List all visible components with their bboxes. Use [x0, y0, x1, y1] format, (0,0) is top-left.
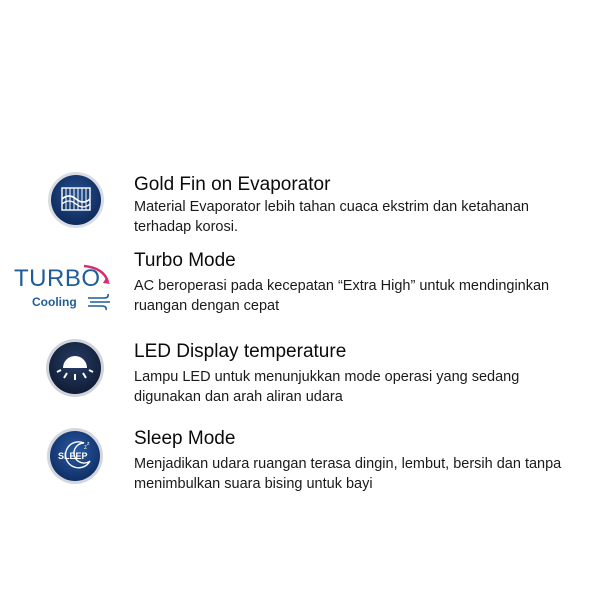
feature-gold-fin — [0, 168, 600, 238]
feature-description: Lampu LED untuk menunjukkan mode operasi yang sedang digunakan dan arah aliran udara — [134, 369, 520, 405]
sleep-icon-label: SLEEP — [58, 451, 88, 461]
svg-text:z: z — [84, 445, 87, 451]
feature-sleep-mode — [0, 422, 600, 502]
svg-text:z: z — [87, 441, 90, 447]
feature-led-display — [0, 334, 600, 414]
gold-fin-evaporator-icon — [47, 171, 105, 229]
feature-description: Menjadikan udara ruangan terasa dingin, lembut, bersih dan tanpa menimbulkan suara bising untuk bayi — [134, 456, 562, 492]
led-display-icon — [45, 338, 105, 398]
sleep-mode-icon — [46, 427, 104, 485]
cooling-logo-word: Cooling — [32, 295, 77, 309]
feature-title: Turbo Mode — [134, 250, 236, 271]
feature-title: Sleep Mode — [134, 428, 236, 449]
feature-title: LED Display temperature — [134, 341, 347, 362]
turbo-cooling-logo — [12, 256, 116, 316]
feature-turbo-mode — [0, 246, 600, 326]
feature-description: AC beroperasi pada kecepatan “Extra High” untuk mendinginkan ruangan dengan cepat — [134, 278, 550, 314]
turbo-logo-word: TURBO — [14, 265, 101, 292]
feature-description: Material Evaporator lebih tahan cuaca ekstrim dan ketahanan terhadap korosi. — [134, 199, 529, 235]
feature-title: Gold Fin on Evaporator — [134, 174, 331, 195]
